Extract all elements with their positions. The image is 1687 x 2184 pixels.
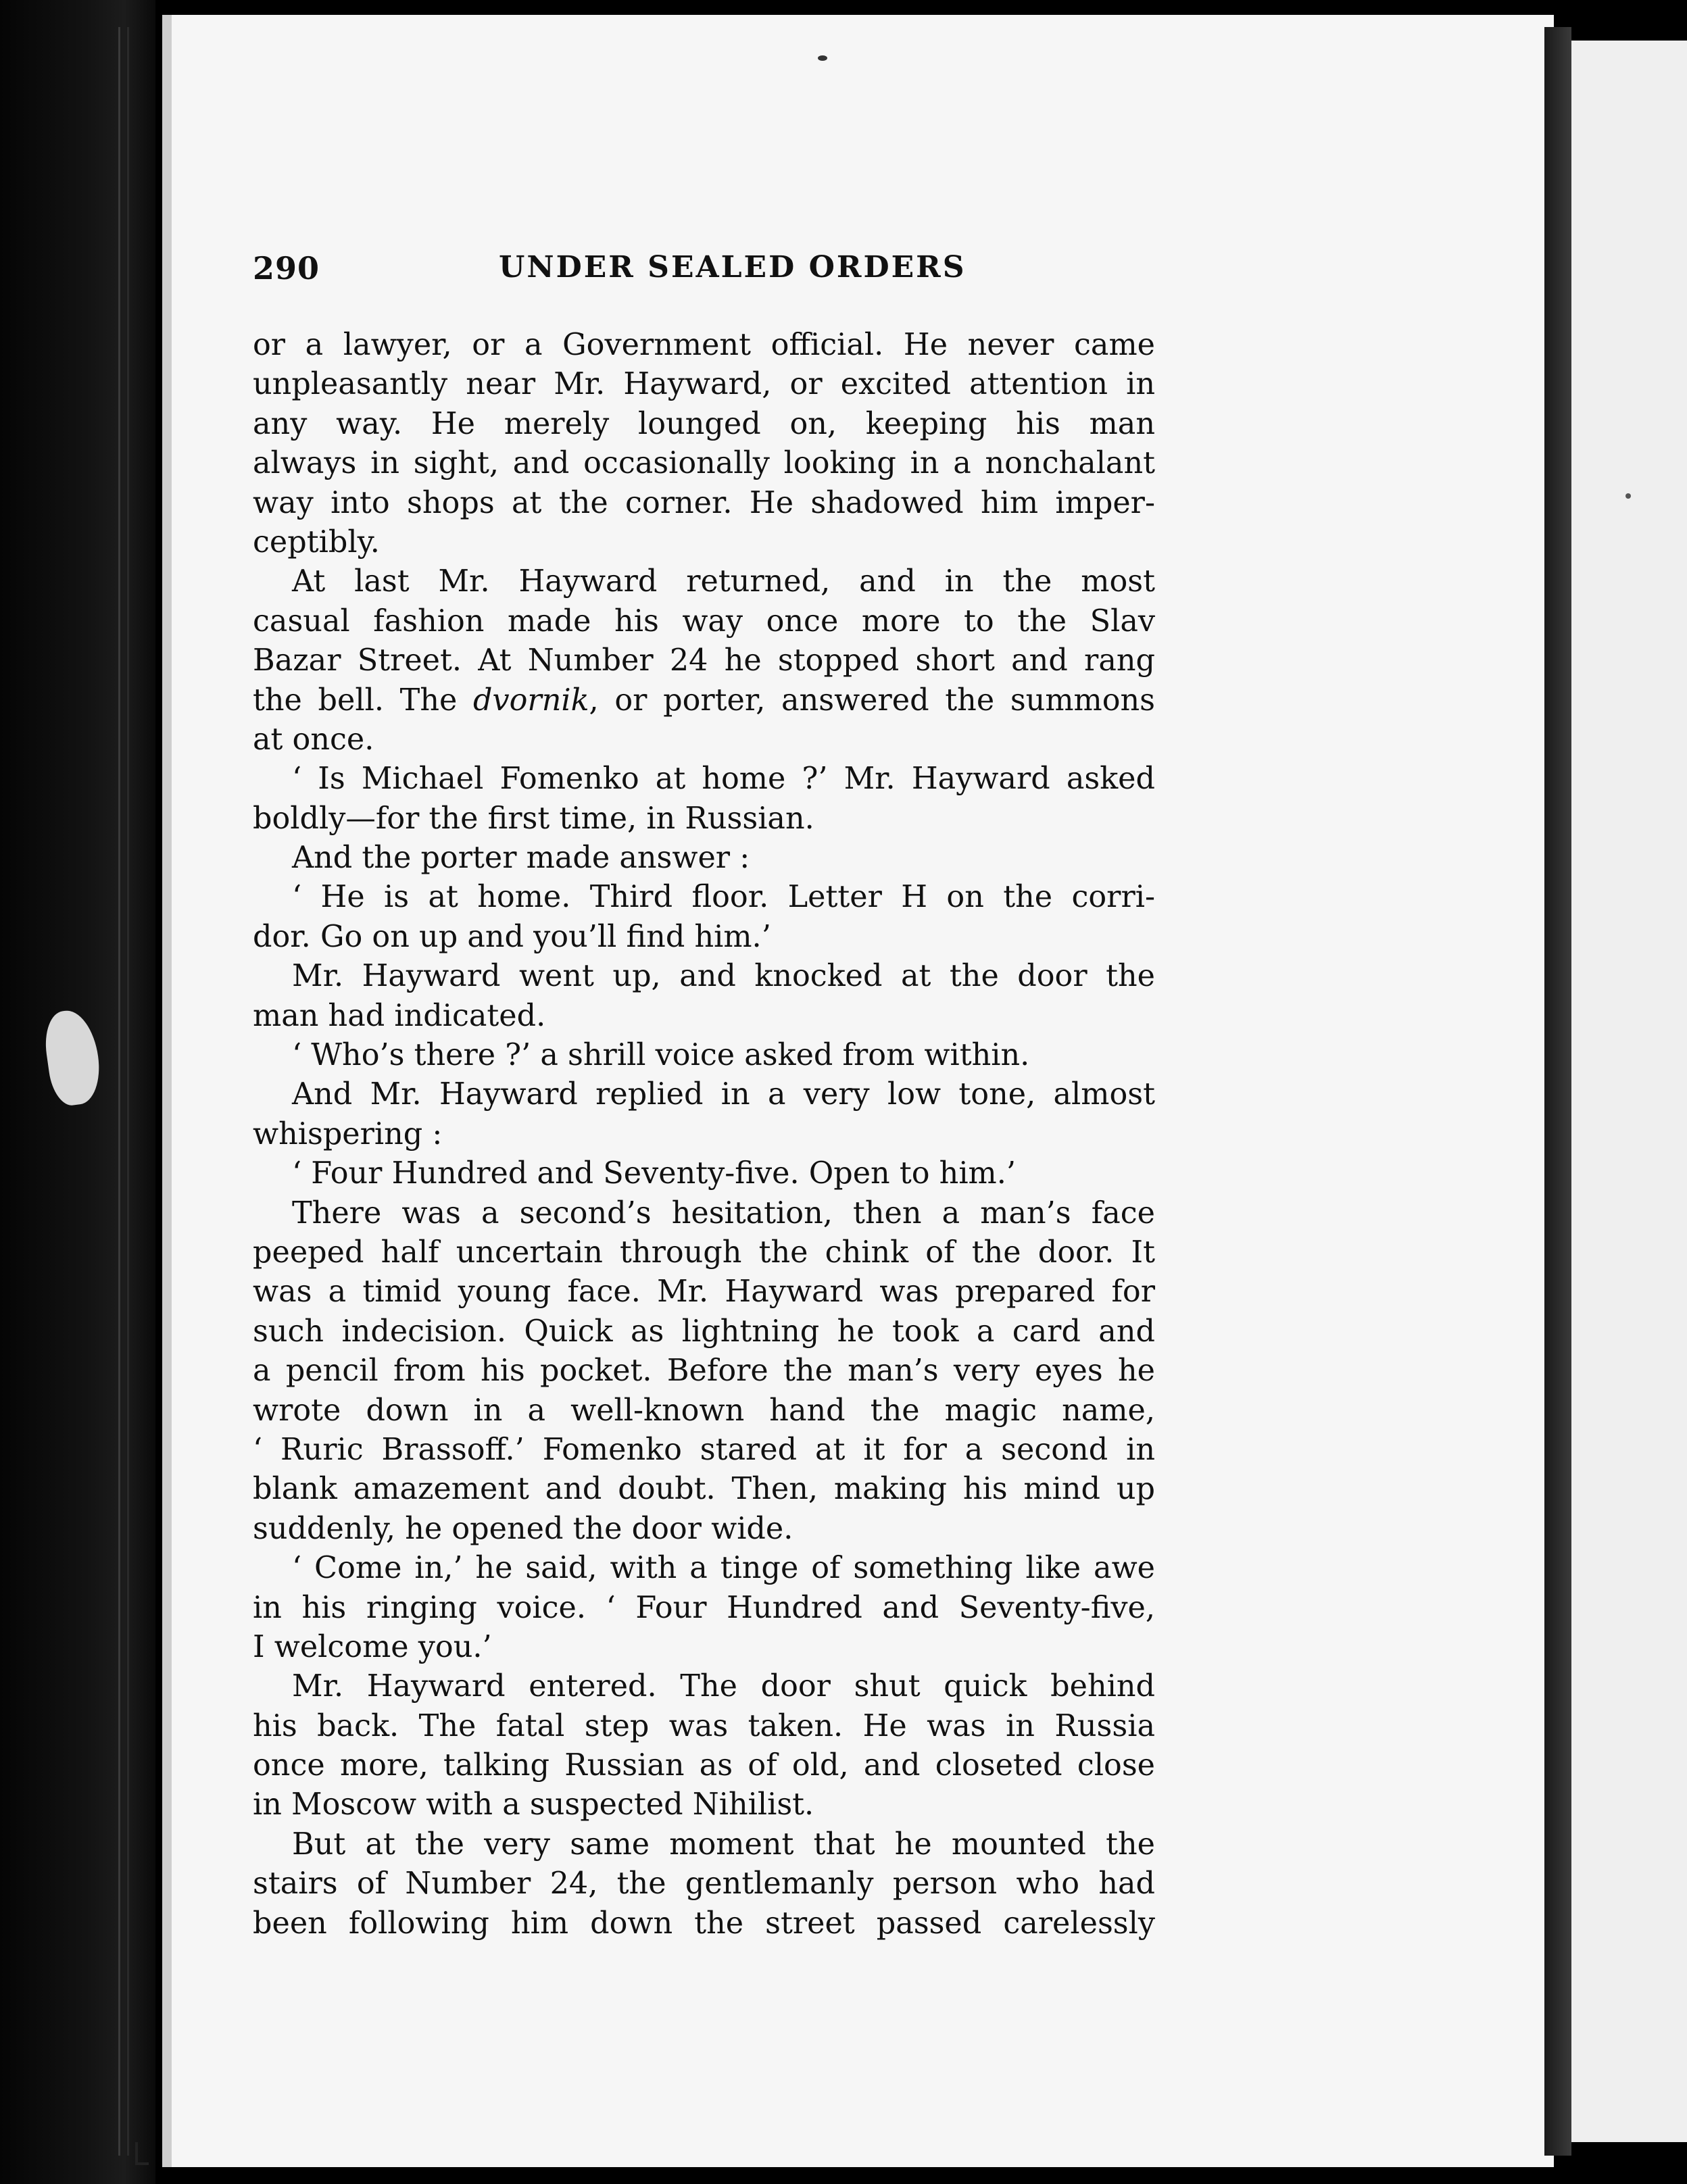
- text-line: ‘ Come in,’ he said, with a tinge of something like awe: [292, 1551, 1155, 1586]
- text-line: or a lawyer, or a Government official. He never came: [253, 328, 1155, 362]
- text-line: ‘ Ruric Brassoff.’ Fomenko stared at it for a second in: [253, 1432, 1155, 1467]
- text-line: in Moscow with a suspected Nihilist.: [253, 1787, 814, 1822]
- text-line: casual fashion made his way once more to the Slav: [253, 603, 1155, 639]
- page-gutter-shadow: [1544, 27, 1571, 2156]
- text-line: dor. Go on up and you’ll find him.’: [253, 919, 771, 954]
- text-line: I welcome you.’: [253, 1629, 492, 1664]
- text-line: in his ringing voice. ‘ Four Hundred and Seventy-five,: [253, 1590, 1155, 1625]
- text-line: stairs of Number 24, the gentlemanly person who had: [253, 1866, 1155, 1902]
- text-line: ‘ Four Hundred and Seventy-five. Open to him.’: [292, 1156, 1017, 1191]
- binding-blot: [41, 1007, 105, 1108]
- text-line: such indecision. Quick as lightning he took a card and: [253, 1314, 1155, 1349]
- text-line: ceptibly.: [253, 524, 380, 560]
- text-line: There was a second’s hesitation, then a man’s face: [292, 1195, 1155, 1231]
- text-line: And Mr. Hayward replied in a very low tone, almost: [292, 1077, 1155, 1112]
- text-line: boldly—for the first time, in Russian.: [253, 801, 814, 836]
- running-title: UNDER SEALED ORDERS: [499, 250, 967, 284]
- text-line: whispering :: [253, 1116, 443, 1151]
- text-line: ‘ Is Michael Fomenko at home ?’ Mr. Hayward asked: [292, 762, 1155, 797]
- text-line: Mr. Hayward went up, and knocked at the door the: [292, 959, 1155, 994]
- text-line: always in sight, and occasionally looking in a nonchalant: [253, 446, 1155, 481]
- text-line: the bell. The dvornik, or porter, answered the summons: [253, 682, 1155, 718]
- text-line: any way. He merely lounged on, keeping his man: [253, 406, 1155, 441]
- text-line: Mr. Hayward entered. The door shut quick behind: [292, 1669, 1155, 1704]
- text-line: And the porter made answer :: [292, 841, 750, 876]
- text-line: peeped half uncertain through the chink of the door. It: [253, 1235, 1155, 1270]
- page-number: 290: [253, 250, 320, 287]
- text-line: unpleasantly near Mr. Hayward, or excited attention in: [253, 367, 1155, 402]
- page-header: [253, 250, 1131, 297]
- binding-fold-lines: [118, 27, 129, 2156]
- text-line: ‘ Who’s there ?’ a shrill voice asked from within.: [292, 1038, 1030, 1073]
- text-line: Bazar Street. At Number 24 he stopped short and rang: [253, 643, 1155, 678]
- corner-mark: [135, 2142, 149, 2165]
- text-line: wrote down in a well-known hand the magic name,: [253, 1393, 1155, 1428]
- text-line: his back. The fatal step was taken. He was in Russia: [253, 1708, 1155, 1743]
- book-binding-edge: [0, 0, 155, 2184]
- text-line: But at the very same moment that he mounted the: [292, 1827, 1155, 1862]
- text-line: been following him down the street passed carelessly: [253, 1906, 1155, 1941]
- italic-word: dvornik: [473, 682, 589, 718]
- next-leaf-edge: [1571, 41, 1687, 2142]
- text-line: a pencil from his pocket. Before the man’s very eyes he: [253, 1354, 1155, 1389]
- text-line: way into shops at the corner. He shadowed him imper-: [253, 485, 1155, 520]
- text-line: at once.: [253, 722, 374, 757]
- text-line: At last Mr. Hayward returned, and in the most: [292, 564, 1155, 599]
- text-line: once more, talking Russian as of old, and closeted close: [253, 1748, 1155, 1783]
- speck: [1625, 493, 1631, 499]
- text-line: blank amazement and doubt. Then, making his mind up: [253, 1472, 1155, 1507]
- text-line: suddenly, he opened the door wide.: [253, 1511, 793, 1546]
- body-text: [253, 326, 1155, 1943]
- text-line: man had indicated.: [253, 998, 546, 1033]
- speck: [818, 55, 827, 61]
- text-line: was a timid young face. Mr. Hayward was prepared for: [253, 1274, 1155, 1310]
- text-line: ‘ He is at home. Third floor. Letter H on the corri-: [292, 880, 1155, 915]
